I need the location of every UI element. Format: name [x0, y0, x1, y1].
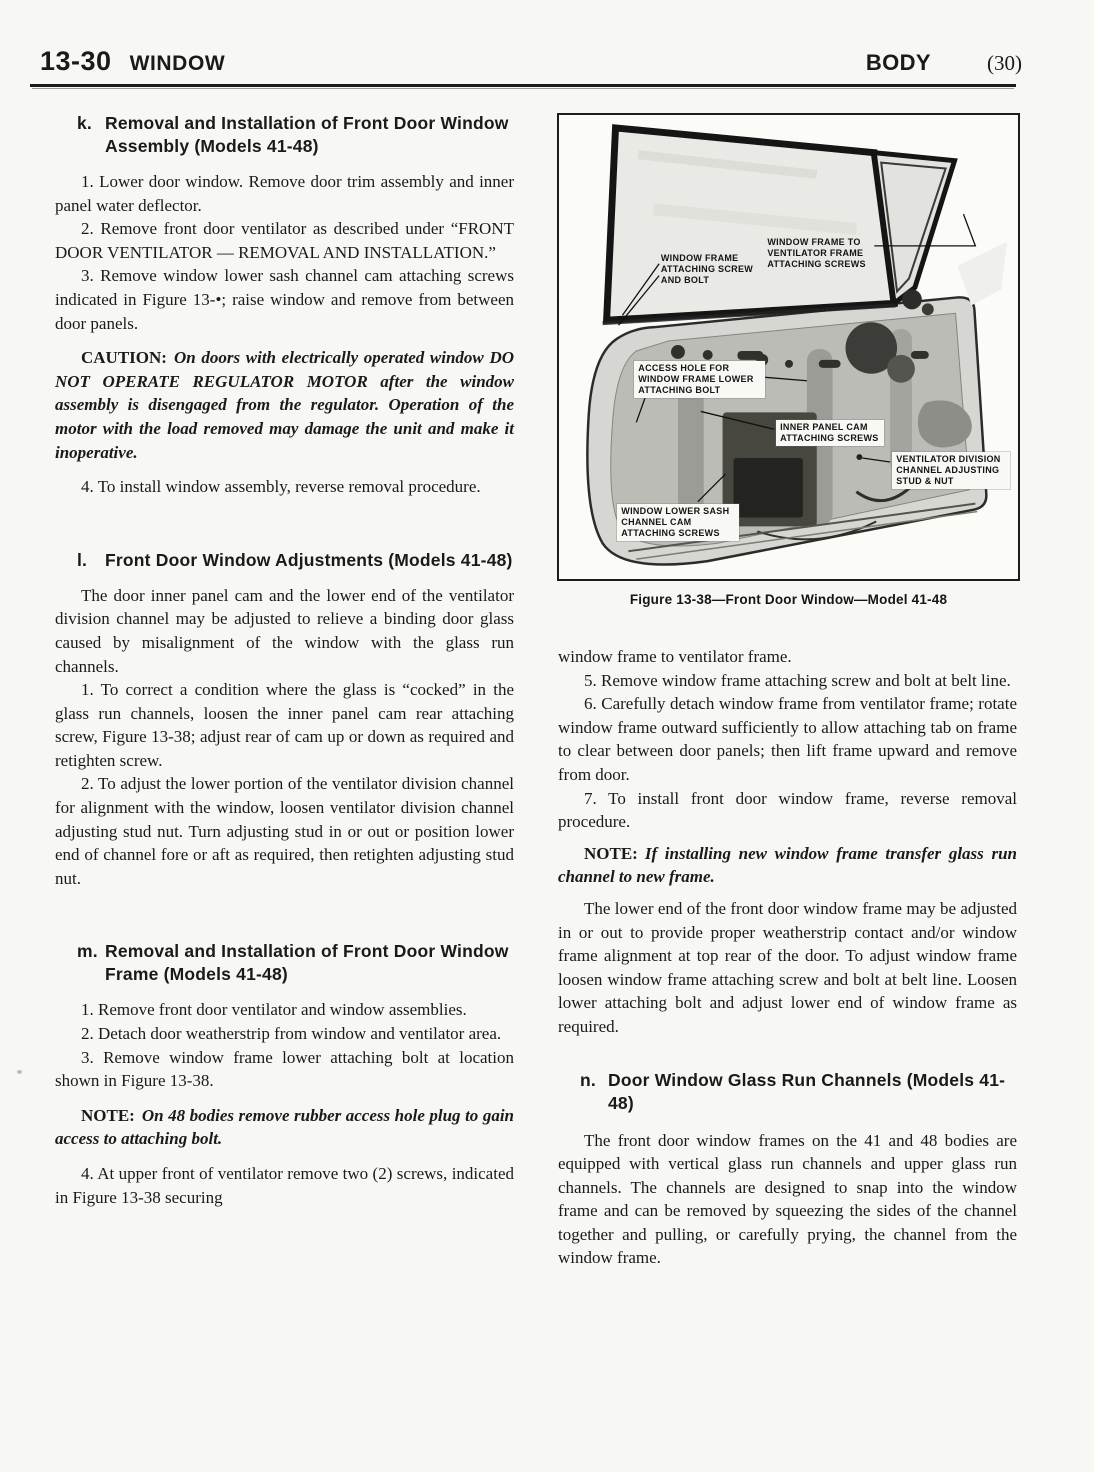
note-paragraph [558, 842, 1017, 889]
section-letter: k. [77, 113, 92, 133]
section-letter: n. [580, 1069, 596, 1090]
page-number: (30) [987, 51, 1022, 75]
figure-callout-window-frame-to-ventilator-frame-attaching-screws: WINDOW FRAME TO VENTILATOR FRAME ATTACHING SCREWS [767, 237, 866, 270]
header-right [866, 50, 1022, 76]
page-header [40, 46, 1022, 77]
section-heading-k [55, 112, 514, 158]
left-column [55, 112, 514, 1209]
paragraph: The lower end of the front door window frame may be adjusted in or out to provide proper weatherstrip contact and/or window frame alignment at top rear of the door. To adjust window frame loosen window frame attaching screw and bolt at belt line. Loosen lower attaching bolt and adjust lower end of window frame as required. [558, 898, 1017, 1036]
note-text: On doors with electrically operated window DO NOT OPERATE REGULATOR MOTOR after the window assembly is disengaged from the regulator. Operation of the motor with the load removed may damage the unit and make it inoperative. [55, 348, 514, 462]
book-title: BODY [865, 50, 931, 75]
paragraph: 3. Remove window frame lower attaching bolt at location shown in Figure 13-38. [55, 1047, 514, 1091]
paragraph: 5. Remove window frame attaching screw and bolt at belt line. [584, 670, 1011, 690]
paragraph: The front door window frames on the 41 and 48 bodies are equipped with vertical glass run channels and upper glass run channels. The channels are designed to snap into the window frame and can be removed by squeezing the sides of the channel together and pulling, or carefully prying, the channel from the window frame. [558, 1130, 1017, 1268]
section-letter: l. [77, 549, 88, 570]
section-letter: m. [77, 941, 98, 962]
paragraph: 2. To adjust the lower portion of the ventilator division channel for alignment with the window, loosen ventilator division channel adjusting stud nut. Turn adjusting stud in or out or position lower end of channel fore or aft as required, then retighten adjusting stud nut. [55, 774, 514, 888]
paragraph: The door inner panel cam and the lower end of the ventilator division channel may be adjusted to relieve a binding door glass caused by misalignment of the window with the glass run channels. [55, 585, 514, 676]
section-number: 13-30 [40, 46, 112, 76]
figure-13-38 [557, 113, 1020, 581]
section-heading-m [55, 940, 514, 986]
header-rule [30, 84, 1016, 87]
section-title: Removal and Installation of Front Door Window Assembly (Models 41-48) [105, 113, 509, 156]
paragraph: 7. To install front door window frame, reverse removal procedure. [558, 788, 1017, 832]
note-lead: NOTE: [584, 843, 638, 863]
right-column [558, 645, 1017, 1270]
paragraph: 2. Remove front door ventilator as described under “FRONT DOOR VENTILATOR — REMOVAL AND INSTALLATION.” [55, 219, 514, 262]
paragraph: 2. Detach door weatherstrip from window and ventilator area. [81, 1024, 502, 1044]
figure-callout-window-frame-attaching-screw-and-bolt: WINDOW FRAME ATTACHING SCREW AND BOLT [660, 253, 754, 286]
paragraph: window frame to ventilator frame. [558, 647, 792, 666]
section-title: Front Door Window Adjustments (Models 41-48) [105, 549, 513, 570]
note-text: On 48 bodies remove rubber access hole plug to gain access to attaching bolt. [55, 1105, 514, 1149]
paragraph: 1. Remove front door ventilator and window assemblies. [81, 1000, 467, 1020]
caution-paragraph [55, 346, 514, 464]
section-title: Removal and Installation of Front Door Window Frame (Models 41-48) [105, 941, 509, 985]
figure-callout-inner-panel-cam-attaching-screws: INNER PANEL CAM ATTACHING SCREWS [776, 420, 884, 446]
chapter-title: WINDOW [129, 52, 226, 75]
paragraph: 1. Lower door window. Remove door trim assembly and inner panel water deflector. [55, 172, 514, 215]
figure-callouts [559, 115, 1018, 579]
paragraph: 4. At upper front of ventilator remove two (2) screws, indicated in Figure 13-38 securing [55, 1164, 514, 1207]
scan-speck [17, 1070, 22, 1074]
figure-callout-window-lower-sash-channel-cam-attaching-screws: WINDOW LOWER SASH CHANNEL CAM ATTACHING SCREWS [617, 504, 739, 541]
section-heading-n [558, 1069, 1017, 1115]
section-title: Door Window Glass Run Channels (Models 41-48) [608, 1069, 1006, 1113]
figure-callout-ventilator-division-channel-adjusting-stud-nut: VENTILATOR DIVISION CHANNEL ADJUSTING STUD & NUT [892, 452, 1010, 489]
section-heading-l [55, 549, 514, 572]
header-left [40, 46, 225, 77]
paragraph: 4. To install window assembly, reverse removal procedure. [81, 477, 481, 497]
paragraph: 6. Carefully detach window frame from ventilator frame; rotate window frame outward sufficiently to allow attaching tab on frame to clear between door panels; then lift frame upward and remove from door. [558, 694, 1017, 784]
paragraph: 3. Remove window lower sash channel cam attaching screws indicated in Figure 13-•; raise window and remove from between door panels. [55, 266, 514, 333]
note-text: If installing new window frame transfer glass run channel to new frame. [558, 843, 1017, 887]
paragraph: 1. To correct a condition where the glass is “cocked” in the glass run channels, loosen the inner panel cam rear attaching screw, Figure 13-38; adjust rear of cam up or down as required and retighten screw. [55, 680, 514, 770]
figure-callout-access-hole-for-window-frame-lower-attaching-bolt: ACCESS HOLE FOR WINDOW FRAME LOWER ATTACHING BOLT [634, 361, 765, 398]
note-lead: NOTE: [81, 1105, 135, 1125]
note-paragraph [55, 1104, 514, 1151]
figure-caption: Figure 13-38—Front Door Window—Model 41-48 [629, 592, 948, 607]
note-lead: CAUTION: [81, 348, 167, 368]
